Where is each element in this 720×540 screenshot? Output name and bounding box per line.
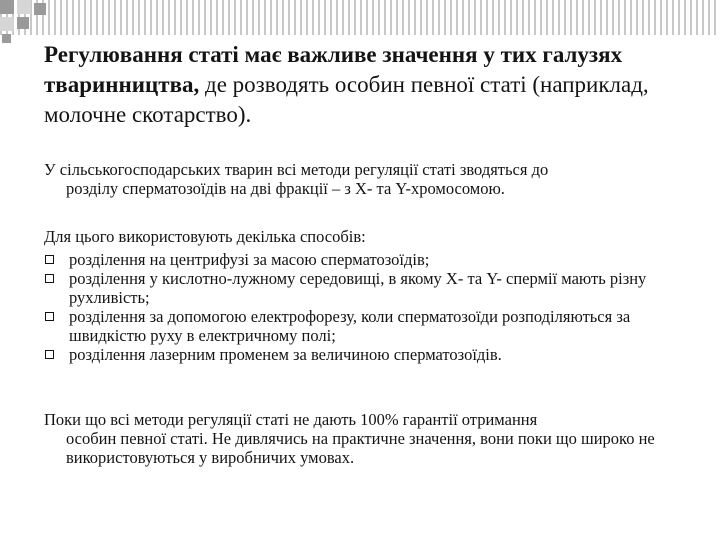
- intro-first-line: У сільськогосподарських тварин всі методи регуляції статі зводяться до: [44, 160, 549, 179]
- list-item: [44, 307, 694, 345]
- hollow-square-bullet-icon: [45, 350, 54, 359]
- hollow-square-bullet-icon: [45, 274, 54, 283]
- square-icon: [2, 34, 11, 43]
- decorative-squares: [0, 0, 60, 45]
- list-item: [44, 269, 694, 307]
- intro-paragraph: [44, 160, 694, 198]
- square-icon: [17, 0, 31, 14]
- hollow-square-bullet-icon: [45, 255, 54, 264]
- list-item-text: розділення лазерним променем за величиною сперматозоїдів.: [69, 345, 502, 364]
- list-item: [44, 250, 694, 269]
- methods-lead: Для цього використовують декілька способів:: [44, 227, 366, 246]
- list-item-text: розділення за допомогою електрофорезу, коли сперматозоїди розподіляються за швидкістю руху в електричному полі;: [69, 307, 631, 345]
- list-item: [44, 345, 694, 364]
- square-icon: [0, 0, 14, 14]
- hollow-square-bullet-icon: [45, 312, 54, 321]
- square-icon: [34, 3, 46, 15]
- decorative-top-band: [0, 0, 720, 35]
- square-icon: [17, 17, 29, 29]
- slide-title: [44, 40, 704, 130]
- title-bold-part: Регулювання статі має важливе значення у тих галузях тваринництва,: [44, 42, 623, 97]
- conclusion-paragraph: [44, 410, 694, 467]
- square-icon: [0, 17, 14, 31]
- list-item-text: розділення на центрифузі за масою сперматозоїдів;: [69, 250, 430, 269]
- methods-list: [44, 250, 694, 364]
- title-regular-part: де розводять особин певної статі (наприклад, молочне скотарство).: [44, 72, 649, 127]
- list-item-text: розділення у кислотно-лужному середовищі, в якому X- та Y- спермії мають різну рухливість;: [69, 269, 647, 307]
- intro-continuation: розділу сперматозоїдів на дві фракції – з X- та Y-хромосомою.: [66, 179, 505, 198]
- conclusion-first-line: Поки що всі методи регуляції статі не дають 100% гарантії отримання: [44, 410, 538, 429]
- conclusion-continuation: особин певної статі. Не дивлячись на практичне значення, вони поки що широко не використовуються у виробничих умовах.: [66, 429, 655, 467]
